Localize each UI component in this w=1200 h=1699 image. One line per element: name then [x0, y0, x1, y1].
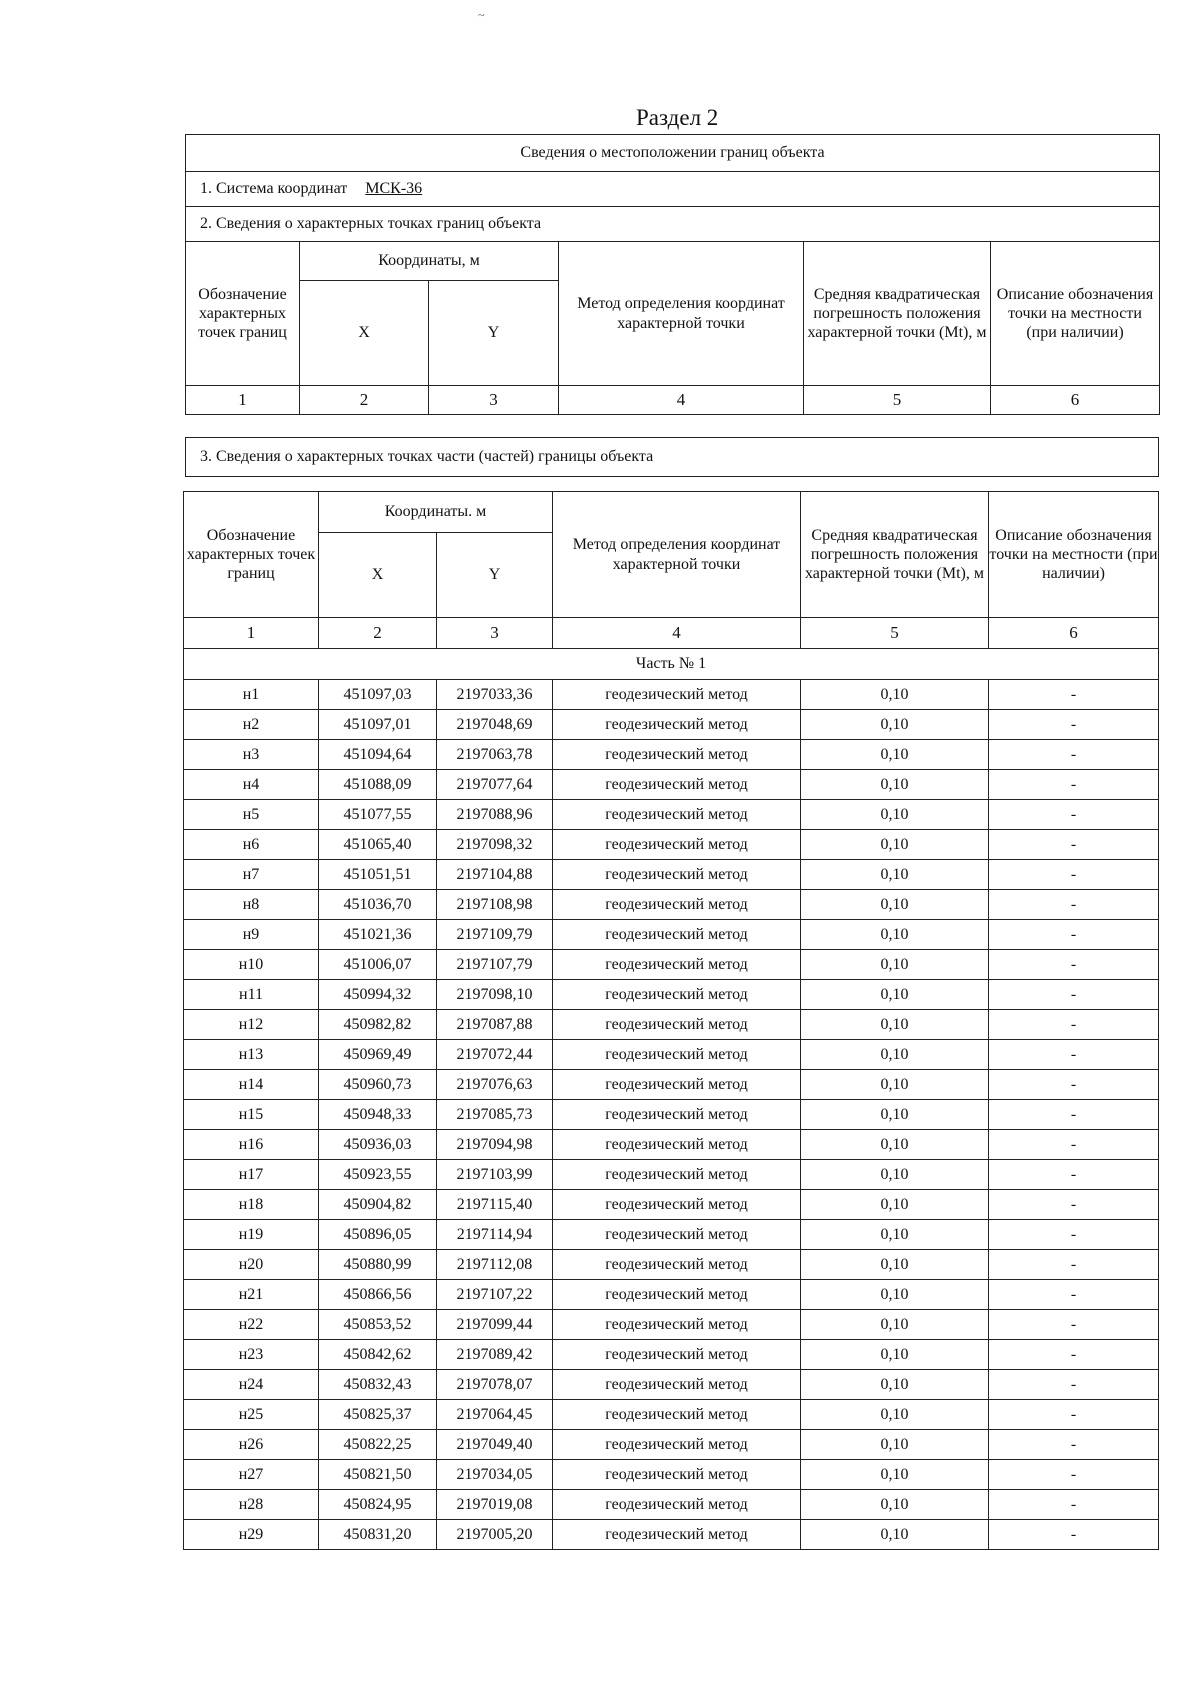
header-description: Описание обозначения точки на местности (при наличии)	[991, 242, 1160, 386]
y-cell: 2197033,36	[437, 680, 553, 710]
description-cell: -	[989, 1400, 1159, 1430]
method-cell: геодезический метод	[553, 800, 801, 830]
description-cell: -	[989, 1490, 1159, 1520]
column-number: 5	[801, 618, 989, 649]
coordinate-system-row	[186, 172, 1160, 207]
point-id-cell: н8	[184, 890, 319, 920]
accuracy-cell: 0,10	[801, 1130, 989, 1160]
table-row	[184, 740, 1159, 770]
table-row	[184, 1100, 1159, 1130]
description-cell: -	[989, 1310, 1159, 1340]
description-cell: -	[989, 1100, 1159, 1130]
x-cell: 450960,73	[319, 1070, 437, 1100]
x-cell: 450853,52	[319, 1310, 437, 1340]
description-cell: -	[989, 890, 1159, 920]
description-cell: -	[989, 1340, 1159, 1370]
table-row	[184, 1460, 1159, 1490]
table-row	[184, 950, 1159, 980]
header-accuracy: Средняя квадратическая погрешность положения характерной точки (Mt), м	[804, 242, 991, 386]
accuracy-cell: 0,10	[801, 980, 989, 1010]
description-cell: -	[989, 1250, 1159, 1280]
x-cell: 450822,25	[319, 1430, 437, 1460]
description-cell: -	[989, 770, 1159, 800]
y-cell: 2197063,78	[437, 740, 553, 770]
y-cell: 2197112,08	[437, 1250, 553, 1280]
x-cell: 451021,36	[319, 920, 437, 950]
x-cell: 450982,82	[319, 1010, 437, 1040]
point-id-cell: н24	[184, 1370, 319, 1400]
accuracy-cell: 0,10	[801, 770, 989, 800]
description-cell: -	[989, 1190, 1159, 1220]
accuracy-cell: 0,10	[801, 1160, 989, 1190]
description-cell: -	[989, 860, 1159, 890]
column-number: 4	[553, 618, 801, 649]
table-row	[184, 1010, 1159, 1040]
y-cell: 2197076,63	[437, 1070, 553, 1100]
accuracy-cell: 0,10	[801, 1340, 989, 1370]
point-id-cell: н13	[184, 1040, 319, 1070]
point-id-cell: н18	[184, 1190, 319, 1220]
y-cell: 2197005,20	[437, 1520, 553, 1550]
method-cell: геодезический метод	[553, 950, 801, 980]
method-cell: геодезический метод	[553, 1220, 801, 1250]
coordinate-system-label: 1. Система координат	[200, 180, 348, 198]
y-cell: 2197088,96	[437, 800, 553, 830]
header-accuracy: Средняя квадратическая погрешность положения характерной точки (Mt), м	[801, 492, 989, 618]
description-cell: -	[989, 1040, 1159, 1070]
header-coords: Координаты. м	[319, 492, 553, 533]
x-cell: 451006,07	[319, 950, 437, 980]
accuracy-cell: 0,10	[801, 1430, 989, 1460]
accuracy-cell: 0,10	[801, 680, 989, 710]
accuracy-cell: 0,10	[801, 1010, 989, 1040]
description-cell: -	[989, 920, 1159, 950]
point-id-cell: н27	[184, 1460, 319, 1490]
method-cell: геодезический метод	[553, 1460, 801, 1490]
column-number: 3	[437, 618, 553, 649]
header-designation: Обозначение характерных точек границ	[184, 492, 319, 618]
description-cell: -	[989, 980, 1159, 1010]
table-row	[184, 1250, 1159, 1280]
table-row	[184, 980, 1159, 1010]
method-cell: геодезический метод	[553, 860, 801, 890]
point-id-cell: н3	[184, 740, 319, 770]
table-row	[184, 1130, 1159, 1160]
header-coords: Координаты, м	[300, 242, 559, 281]
description-cell: -	[989, 1220, 1159, 1250]
page-title: Раздел 2	[636, 105, 719, 130]
method-cell: геодезический метод	[553, 1190, 801, 1220]
x-cell: 451097,01	[319, 710, 437, 740]
accuracy-cell: 0,10	[801, 860, 989, 890]
y-cell: 2197019,08	[437, 1490, 553, 1520]
method-cell: геодезический метод	[553, 740, 801, 770]
description-cell: -	[989, 1430, 1159, 1460]
y-cell: 2197109,79	[437, 920, 553, 950]
x-cell: 450994,32	[319, 980, 437, 1010]
point-id-cell: н17	[184, 1160, 319, 1190]
point-id-cell: н28	[184, 1490, 319, 1520]
method-cell: геодезический метод	[553, 1370, 801, 1400]
point-id-cell: н6	[184, 830, 319, 860]
x-cell: 450842,62	[319, 1340, 437, 1370]
method-cell: геодезический метод	[553, 1010, 801, 1040]
table-row	[184, 830, 1159, 860]
part-label: Часть № 1	[184, 649, 1159, 680]
y-cell: 2197108,98	[437, 890, 553, 920]
description-cell: -	[989, 950, 1159, 980]
method-cell: геодезический метод	[553, 1250, 801, 1280]
accuracy-cell: 0,10	[801, 800, 989, 830]
method-cell: геодезический метод	[553, 1130, 801, 1160]
table-row	[184, 1340, 1159, 1370]
y-cell: 2197098,10	[437, 980, 553, 1010]
point-id-cell: н23	[184, 1340, 319, 1370]
table-row	[184, 860, 1159, 890]
x-cell: 450904,82	[319, 1190, 437, 1220]
accuracy-cell: 0,10	[801, 1040, 989, 1070]
point-id-cell: н26	[184, 1430, 319, 1460]
description-cell: -	[989, 1370, 1159, 1400]
x-cell: 450936,03	[319, 1130, 437, 1160]
table-row	[184, 680, 1159, 710]
column-number: 2	[300, 386, 429, 415]
table-row	[184, 890, 1159, 920]
x-cell: 450825,37	[319, 1400, 437, 1430]
table-row	[184, 1070, 1159, 1100]
description-cell: -	[989, 1160, 1159, 1190]
point-id-cell: н25	[184, 1400, 319, 1430]
y-cell: 2197064,45	[437, 1400, 553, 1430]
parts-section-label: 3. Сведения о характерных точках части (частей) границы объекта	[186, 438, 1159, 477]
method-cell: геодезический метод	[553, 920, 801, 950]
x-cell: 451036,70	[319, 890, 437, 920]
accuracy-cell: 0,10	[801, 1520, 989, 1550]
y-cell: 2197072,44	[437, 1040, 553, 1070]
accuracy-cell: 0,10	[801, 1070, 989, 1100]
accuracy-cell: 0,10	[801, 1220, 989, 1250]
y-cell: 2197115,40	[437, 1190, 553, 1220]
x-cell: 450923,55	[319, 1160, 437, 1190]
column-number: 6	[991, 386, 1160, 415]
method-cell: геодезический метод	[553, 710, 801, 740]
point-id-cell: н16	[184, 1130, 319, 1160]
point-id-cell: н11	[184, 980, 319, 1010]
method-cell: геодезический метод	[553, 1430, 801, 1460]
method-cell: геодезический метод	[553, 1400, 801, 1430]
table-row	[184, 1310, 1159, 1340]
point-id-cell: н15	[184, 1100, 319, 1130]
table-row	[184, 710, 1159, 740]
x-cell: 450969,49	[319, 1040, 437, 1070]
column-number: 6	[989, 618, 1159, 649]
section-title: Сведения о местоположении границ объекта	[186, 135, 1160, 172]
table-row	[184, 920, 1159, 950]
accuracy-cell: 0,10	[801, 740, 989, 770]
x-cell: 451094,64	[319, 740, 437, 770]
x-cell: 451097,03	[319, 680, 437, 710]
accuracy-cell: 0,10	[801, 950, 989, 980]
description-cell: -	[989, 680, 1159, 710]
x-cell: 451077,55	[319, 800, 437, 830]
y-cell: 2197034,05	[437, 1460, 553, 1490]
table-row	[184, 800, 1159, 830]
point-id-cell: н4	[184, 770, 319, 800]
x-cell: 450824,95	[319, 1490, 437, 1520]
accuracy-cell: 0,10	[801, 890, 989, 920]
header-method: Метод определения координат характерной точки	[559, 242, 804, 386]
point-id-cell: н10	[184, 950, 319, 980]
description-cell: -	[989, 830, 1159, 860]
y-cell: 2197107,22	[437, 1280, 553, 1310]
table-row	[184, 770, 1159, 800]
column-number: 2	[319, 618, 437, 649]
points-table	[183, 491, 1159, 1550]
accuracy-cell: 0,10	[801, 1280, 989, 1310]
point-id-cell: н5	[184, 800, 319, 830]
table-row	[184, 1370, 1159, 1400]
method-cell: геодезический метод	[553, 1520, 801, 1550]
parts-section-table	[185, 437, 1159, 477]
method-cell: геодезический метод	[553, 890, 801, 920]
point-id-cell: н7	[184, 860, 319, 890]
accuracy-cell: 0,10	[801, 920, 989, 950]
method-cell: геодезический метод	[553, 1340, 801, 1370]
description-cell: -	[989, 1520, 1159, 1550]
x-cell: 451088,09	[319, 770, 437, 800]
x-cell: 451051,51	[319, 860, 437, 890]
description-cell: -	[989, 1280, 1159, 1310]
x-cell: 450896,05	[319, 1220, 437, 1250]
y-cell: 2197078,07	[437, 1370, 553, 1400]
description-cell: -	[989, 740, 1159, 770]
y-cell: 2197085,73	[437, 1100, 553, 1130]
header-method: Метод определения координат характерной точки	[553, 492, 801, 618]
y-cell: 2197103,99	[437, 1160, 553, 1190]
y-cell: 2197049,40	[437, 1430, 553, 1460]
y-cell: 2197094,98	[437, 1130, 553, 1160]
accuracy-cell: 0,10	[801, 830, 989, 860]
x-cell: 450831,20	[319, 1520, 437, 1550]
points-table-body	[184, 680, 1159, 1550]
table-row	[184, 1490, 1159, 1520]
column-number: 3	[429, 386, 559, 415]
method-cell: геодезический метод	[553, 1040, 801, 1070]
header-y: Y	[437, 533, 553, 618]
coordinate-system-value: МСК-36	[365, 180, 423, 198]
point-id-cell: н22	[184, 1310, 319, 1340]
header-y: Y	[429, 281, 559, 386]
description-cell: -	[989, 800, 1159, 830]
method-cell: геодезический метод	[553, 1490, 801, 1520]
point-id-cell: н19	[184, 1220, 319, 1250]
y-cell: 2197107,79	[437, 950, 553, 980]
y-cell: 2197104,88	[437, 860, 553, 890]
boundary-info-table	[185, 134, 1160, 415]
point-id-cell: н2	[184, 710, 319, 740]
table-row	[184, 1160, 1159, 1190]
y-cell: 2197087,88	[437, 1010, 553, 1040]
table-row	[184, 1520, 1159, 1550]
column-number: 1	[186, 386, 300, 415]
scan-mark: ~	[478, 8, 485, 22]
y-cell: 2197114,94	[437, 1220, 553, 1250]
method-cell: геодезический метод	[553, 1160, 801, 1190]
method-cell: геодезический метод	[553, 830, 801, 860]
x-cell: 451065,40	[319, 830, 437, 860]
description-cell: -	[989, 710, 1159, 740]
point-id-cell: н29	[184, 1520, 319, 1550]
method-cell: геодезический метод	[553, 680, 801, 710]
table-row	[184, 1220, 1159, 1250]
y-cell: 2197089,42	[437, 1340, 553, 1370]
accuracy-cell: 0,10	[801, 1250, 989, 1280]
method-cell: геодезический метод	[553, 1070, 801, 1100]
column-number: 4	[559, 386, 804, 415]
point-id-cell: н9	[184, 920, 319, 950]
point-id-cell: н21	[184, 1280, 319, 1310]
accuracy-cell: 0,10	[801, 710, 989, 740]
header-x: X	[319, 533, 437, 618]
x-cell: 450832,43	[319, 1370, 437, 1400]
description-cell: -	[989, 1130, 1159, 1160]
accuracy-cell: 0,10	[801, 1310, 989, 1340]
method-cell: геодезический метод	[553, 1280, 801, 1310]
accuracy-cell: 0,10	[801, 1100, 989, 1130]
accuracy-cell: 0,10	[801, 1490, 989, 1520]
x-cell: 450948,33	[319, 1100, 437, 1130]
y-cell: 2197099,44	[437, 1310, 553, 1340]
y-cell: 2197098,32	[437, 830, 553, 860]
point-id-cell: н14	[184, 1070, 319, 1100]
column-number: 5	[804, 386, 991, 415]
accuracy-cell: 0,10	[801, 1460, 989, 1490]
x-cell: 450866,56	[319, 1280, 437, 1310]
accuracy-cell: 0,10	[801, 1400, 989, 1430]
table-row	[184, 1400, 1159, 1430]
description-cell: -	[989, 1460, 1159, 1490]
table-row	[184, 1040, 1159, 1070]
description-cell: -	[989, 1010, 1159, 1040]
y-cell: 2197048,69	[437, 710, 553, 740]
point-id-cell: н20	[184, 1250, 319, 1280]
header-x: X	[300, 281, 429, 386]
method-cell: геодезический метод	[553, 1310, 801, 1340]
column-number: 1	[184, 618, 319, 649]
description-cell: -	[989, 1070, 1159, 1100]
method-cell: геодезический метод	[553, 980, 801, 1010]
table-row	[184, 1430, 1159, 1460]
header-description: Описание обозначения точки на местности (при наличии)	[989, 492, 1159, 618]
method-cell: геодезический метод	[553, 1100, 801, 1130]
point-id-cell: н12	[184, 1010, 319, 1040]
y-cell: 2197077,64	[437, 770, 553, 800]
points-section-label: 2. Сведения о характерных точках границ объекта	[186, 207, 1160, 242]
method-cell: геодезический метод	[553, 770, 801, 800]
table-row	[184, 1280, 1159, 1310]
point-id-cell: н1	[184, 680, 319, 710]
header-designation: Обозначение характерных точек границ	[186, 242, 300, 386]
table-row	[184, 1190, 1159, 1220]
accuracy-cell: 0,10	[801, 1370, 989, 1400]
accuracy-cell: 0,10	[801, 1190, 989, 1220]
x-cell: 450821,50	[319, 1460, 437, 1490]
x-cell: 450880,99	[319, 1250, 437, 1280]
